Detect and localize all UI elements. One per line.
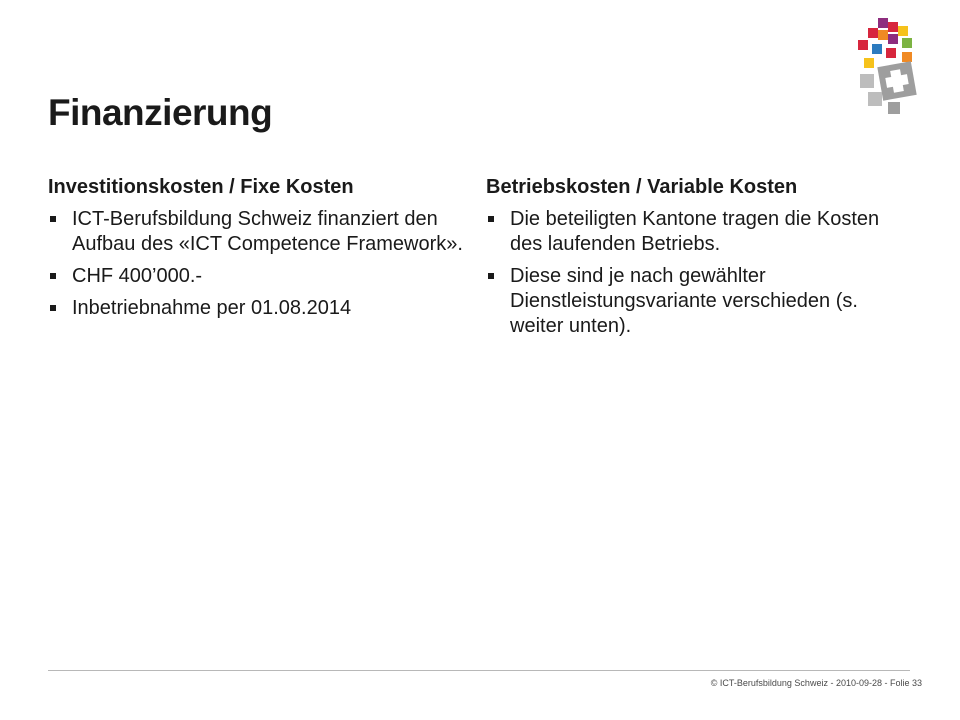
list-item bbox=[486, 207, 916, 257]
bullet-text: ICT-Berufsbildung Schweiz finanziert den Aufbau des «ICT Competence Framework». bbox=[72, 208, 463, 255]
square-bullet-icon bbox=[488, 273, 494, 279]
square-bullet-icon bbox=[50, 216, 56, 222]
square-bullet-icon bbox=[488, 216, 494, 222]
list-item bbox=[48, 296, 468, 321]
right-column-heading: Betriebskosten / Variable Kosten bbox=[486, 176, 798, 198]
square-bullet-icon bbox=[50, 305, 56, 311]
left-bullet-list bbox=[48, 207, 468, 321]
bullet-text: Die beteiligten Kantone tragen die Kosten des laufenden Betriebs. bbox=[510, 208, 880, 255]
footer-text: © ICT-Berufsbildung Schweiz - 2010-09-28 - Folie 33 bbox=[710, 678, 922, 688]
list-item bbox=[48, 207, 468, 257]
right-column bbox=[486, 173, 916, 346]
swiss-cross-mosaic-logo bbox=[858, 18, 920, 116]
list-item bbox=[48, 264, 468, 289]
square-bullet-icon bbox=[50, 273, 56, 279]
left-column-heading: Investitionskosten / Fixe Kosten bbox=[48, 176, 354, 198]
bullet-text: Inbetriebnahme per 01.08.2014 bbox=[72, 297, 352, 319]
slide-title: Finanzierung bbox=[48, 92, 273, 133]
footer-divider bbox=[48, 670, 910, 671]
right-bullet-list bbox=[486, 207, 916, 339]
bullet-text: CHF 400’000.- bbox=[72, 265, 203, 287]
bullet-text: Diese sind je nach gewählter Dienstleistungsvariante verschieden (s. weiter unten). bbox=[510, 265, 858, 337]
left-column bbox=[48, 173, 468, 328]
list-item bbox=[486, 264, 916, 339]
